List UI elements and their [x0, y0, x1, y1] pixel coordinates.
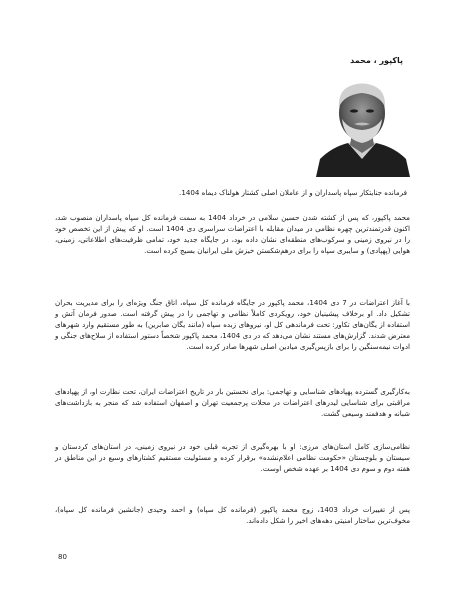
paragraph-war-room: با آغاز اعتراضات در 7 دی 1404، محمد پاکپور در جایگاه فرمانده کل سپاه، اتاق جنگ ویژه‌ای را برای مدیریت بحران تشکیل داد. او برخلاف پیشینیان خود، رویکردی کاملاً نظامی و تهاجمی را در پیش گرفته است. صدور فرمان آتش و استفاده از یگان‌های تکاور: تحت فرماندهی کل او، نیروهای زبده سپاه (مانند یگان صابرین) به طور مستقیم وارد شهرهای معترض شدند. گزارش‌های مستند نشان می‌دهد که در دی 1404، محمد پاکپور شخصاً دستور استفاده از سلاح‌های جنگی و ادوات نیمه‌سنگین را برای بازپس‌گیری میادین اصلی شهرها صادر کرده است.: [55, 298, 410, 351]
page-number: 80: [58, 553, 67, 561]
paragraph-appointment: محمد پاکپور، که پس از کشته شدن حسین سلامی در خرداد 1404 به سمت فرمانده کل سپاه پاسداران منصوب شد، اکنون قدرتمندترین چهره نظامی در میدان مقابله با اعتراضات سراسری دی 1404 است. او که پیش از این تخصص خود را در نیروی زمینی و سرکوب‌های منطقه‌ای نشان داده بود، در جایگاه جدید خود، تمامی ظرفیت‌های اطلاعاتی، زمینی، هوایی (پهپادی) و سایبری سپاه را برای درهم‌شکستن خیزش ملی ایرانیان بسیج کرده است.: [55, 213, 410, 255]
paragraph-changes: پس از تغییرات خرداد 1403، زوج محمد پاکپور (فرمانده کل سپاه) و احمد وحیدی (جانشین فرمانده کل سپاه)، مخوف‌ترین ساختار امنیتی دهه‌های اخیر را شکل داده‌اند.: [55, 505, 410, 525]
portrait-image: [314, 77, 411, 177]
entry-title: پاکپور ، محمد: [350, 56, 403, 65]
photo-caption: فرمانده جنایتکار سپاه پاسداران و از عاملان اصلی کشتار هولناک دیماه 1404.: [179, 188, 407, 197]
paragraph-drones: به‌کارگیری گسترده پهپادهای شناسایی و تهاجمی: برای نخستین بار در تاریخ اعتراضات ایران، تحت نظارت او، از پهپادهای مراقبتی برای شناسایی لیدرهای اعتراضات در محلات پرجمعیت تهران و اصفهان استفاده شد که منجر به بازداشت‌های شبانه و هدفمند وسیعی گشت.: [55, 387, 410, 418]
portrait-photo: [314, 77, 411, 177]
paragraph-border-provinces: نظامی‌سازی کامل استان‌های مرزی: او با بهره‌گیری از تجربه قبلی خود در نیروی زمینی، در استان‌های کردستان و سیستان و بلوچستان «حکومت نظامی اعلام‌نشده» برقرار کرده و مسئولیت مستقیم کشتارهای وسیع در این مناطق در هفته دوم و سوم دی 1404 بر عهده شخص اوست.: [55, 442, 410, 473]
